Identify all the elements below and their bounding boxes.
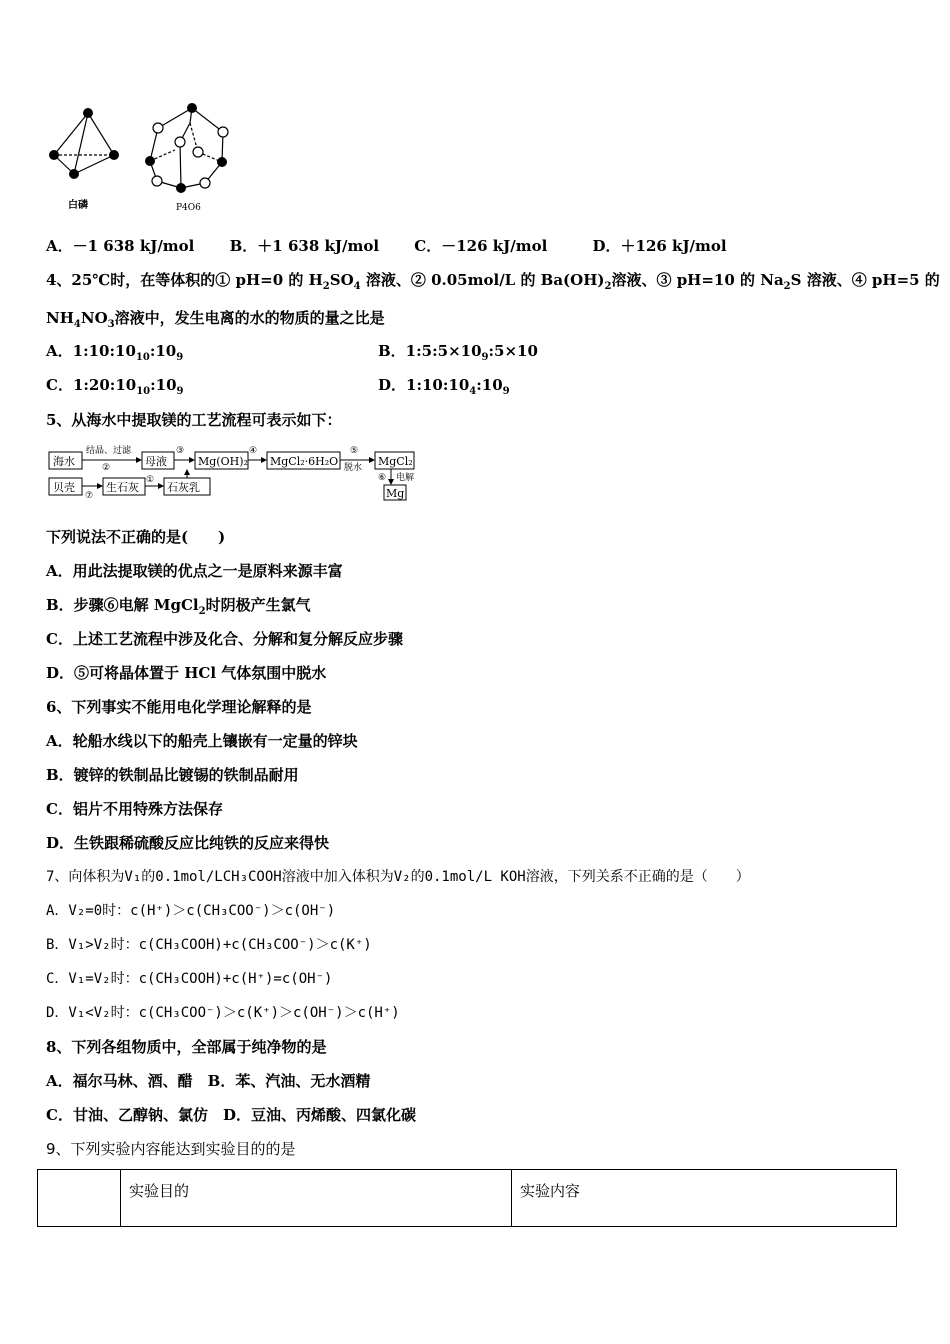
q4-option-a[interactable]: A．$1:10:10_{10}:10_9$ xyxy=(46,342,184,363)
q3-option-a[interactable]: A．－1 638 kJ/mol xyxy=(46,237,195,255)
flow-step4: ④ xyxy=(249,446,258,456)
flow-step3: ③ xyxy=(176,446,185,456)
flow-mg: Mg xyxy=(386,487,405,500)
flow-electrolysis: 电解 xyxy=(396,473,415,483)
q3-option-d[interactable]: D．＋126 kJ/mol xyxy=(592,237,727,255)
white-phosphorus-label: 白磷 xyxy=(68,200,88,211)
q6-option-c[interactable]: C．铝片不用特殊方法保存 xyxy=(46,800,223,818)
q8-options-cd[interactable]: C．甘油、乙醇钠、氯仿 D．豆油、丙烯酸、四氯化碳 xyxy=(46,1106,416,1124)
q9-col-content: 实验内容 xyxy=(512,1170,897,1227)
flow-mgoh2: Mg(OH)₂ xyxy=(198,455,248,468)
q7-option-c[interactable]: C．V₁=V₂时：c(CH₃COOH)+c(H⁺)=c(OH⁻) xyxy=(46,971,333,987)
p4o6-structure xyxy=(150,108,223,188)
q5-option-c[interactable]: C．上述工艺流程中涉及化合、分解和复分解反应步骤 xyxy=(46,630,403,648)
q5-question: 下列说法不正确的是( ) xyxy=(46,528,226,546)
table-row xyxy=(38,1170,897,1227)
flow-quicklime: 生石灰 xyxy=(106,481,139,494)
q5-stem: 5、从海水中提取镁的工艺流程可表示如下： xyxy=(46,411,342,429)
flow-seawater: 海水 xyxy=(53,455,75,468)
q4-stem-cont: $NH_4NO_3$溶液中，发生电离的水的物质的量之比是 xyxy=(46,309,385,330)
white-phosphorus-structure xyxy=(54,113,114,174)
q7-option-a[interactable]: A．V₂=0时：c(H⁺)＞c(CH₃COO⁻)＞c(OH⁻) xyxy=(46,903,336,919)
q4-option-b[interactable]: B．$1:5:5\times 10_9:5\times 10$ xyxy=(378,342,538,363)
flow-step1: ① xyxy=(146,475,155,485)
q7-option-b[interactable]: B．V₁>V₂时：c(CH₃COOH)+c(CH₃COO⁻)＞c(K⁺) xyxy=(46,937,372,953)
q5-option-d[interactable]: D．⑤可将晶体置于 HCl 气体氛围中脱水 xyxy=(46,664,327,682)
q3-options xyxy=(46,236,727,256)
magnesium-flow-chart xyxy=(46,442,426,504)
q7-stem: 7、向体积为V₁的0.1mol/LCH₃COOH溶液中加入体积为V₂的0.1mol/L KOH溶液，下列关系不正确的是（ ） xyxy=(46,869,750,885)
q3-option-c[interactable]: C．－126 kJ/mol xyxy=(414,237,548,255)
flow-lime-milk: 石灰乳 xyxy=(167,481,200,494)
q4-option-c[interactable]: C．$1:20:10_{10}:10_9$ xyxy=(46,376,184,397)
q9-stem: 9、下列实验内容能达到实验目的的是 xyxy=(46,1140,296,1158)
q4-stem: 4、25℃时，在等体积的① pH=0 的 $H_2SO_4$ 溶液、② 0.05mol/L 的 $Ba(OH)_2$溶液、③ pH=10 的 $Na_2S$ 溶液、④ pH=5 的 xyxy=(46,271,940,292)
q7-option-d[interactable]: D．V₁<V₂时：c(CH₃COO⁻)＞c(K⁺)＞c(OH⁻)＞c(H⁺) xyxy=(46,1005,400,1021)
flow-step5: ⑤ xyxy=(350,446,359,456)
q8-options-ab[interactable]: A．福尔马林、酒、醋 B．苯、汽油、无水酒精 xyxy=(46,1072,371,1090)
q3-option-b[interactable]: B．＋1 638 kJ/mol xyxy=(229,237,380,255)
q6-option-a[interactable]: A．轮船水线以下的船壳上镶嵌有一定量的锌块 xyxy=(46,732,358,750)
q5-option-b[interactable]: B．步骤⑥电解 MgCl$_2$时阴极产生氯气 xyxy=(46,596,311,617)
flow-step7: ⑦ xyxy=(85,491,94,501)
q9-table xyxy=(37,1169,897,1227)
q6-stem: 6、下列事实不能用电化学理论解释的是 xyxy=(46,698,312,716)
q9-col-blank xyxy=(38,1170,121,1227)
q6-option-d[interactable]: D．生铁跟稀硫酸反应比纯铁的反应来得快 xyxy=(46,834,330,852)
flow-shell: 贝壳 xyxy=(53,481,75,494)
q9-col-purpose: 实验目的 xyxy=(121,1170,512,1227)
flow-mother-liquor: 母液 xyxy=(145,455,167,468)
molecule-figure xyxy=(40,95,250,220)
flow-step6: ⑥ xyxy=(378,473,387,483)
q6-option-b[interactable]: B．镀锌的铁制品比镀锡的铁制品耐用 xyxy=(46,766,299,784)
q4-option-d[interactable]: D．$1:10:10_4:10_9$ xyxy=(378,376,510,397)
flow-mgcl2-6h2o: MgCl₂·6H₂O xyxy=(270,455,339,468)
q8-stem: 8、下列各组物质中，全部属于纯净物的是 xyxy=(46,1038,327,1056)
flow-step2: ② xyxy=(102,463,111,473)
p4o6-label: P4O6 xyxy=(176,203,201,213)
flow-mgcl2: MgCl₂ xyxy=(378,455,413,468)
flow-dehydrate: 脱水 xyxy=(344,463,363,473)
flow-step1-label: 结晶、过滤 xyxy=(86,446,132,456)
q5-option-a[interactable]: A．用此法提取镁的优点之一是原料来源丰富 xyxy=(46,562,343,580)
